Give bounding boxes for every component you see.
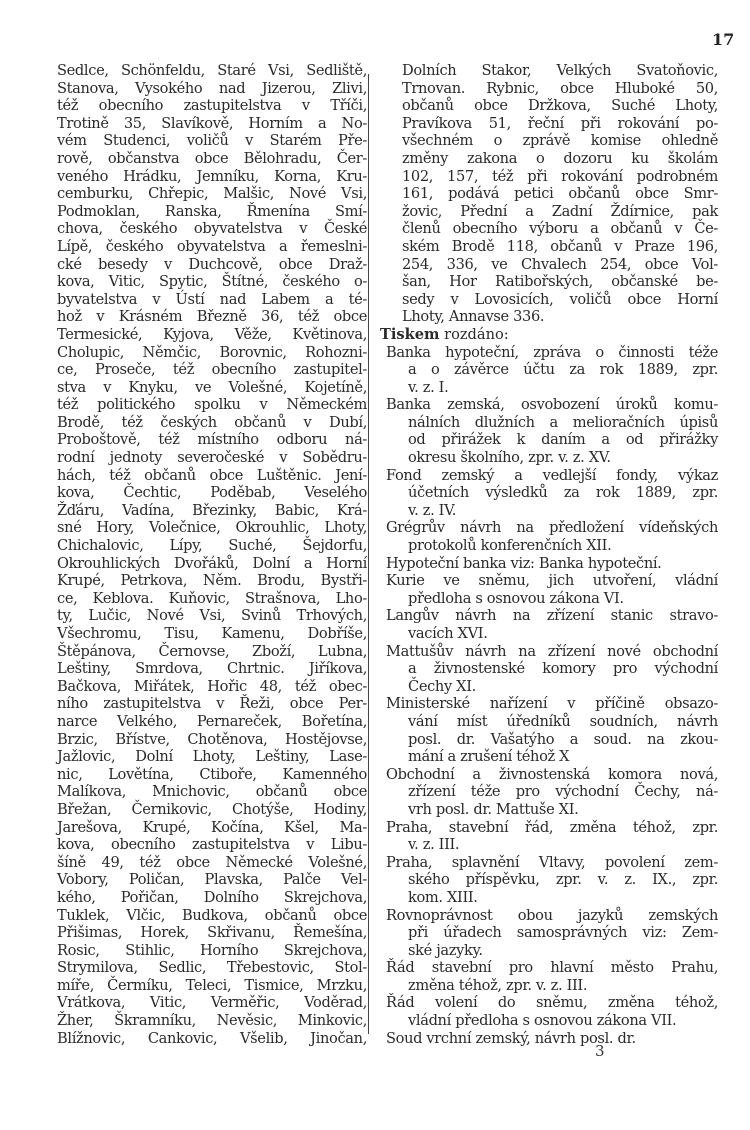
text-line: Řád stavební pro hlavní město Prahu, xyxy=(386,959,718,977)
text-line: mání a zrušení téhož X xyxy=(408,748,570,766)
text-line: ty, Lučic, Nové Vsi, Svinů Trhových, xyxy=(57,607,367,625)
text-line: chova, českého obyvatelstva v České xyxy=(57,220,367,238)
text-line: Podmoklan, Ranska, Řmenína Smí- xyxy=(57,202,367,220)
text-line: Proboštově, též místního odboru ná- xyxy=(57,431,367,449)
text-line: Brodě, též českých občanů v Dubí, xyxy=(57,413,367,431)
text-line: vládní předloha s osnovou zákona VII. xyxy=(408,1012,677,1030)
text-line: v. z. IV. xyxy=(408,501,456,519)
text-line: Ministerské nařízení v příčině obsazo- xyxy=(386,695,718,713)
text-line: účetních výsledků za rok 1889, zpr. xyxy=(408,484,718,502)
text-line: Blížnovic, Cankovic, Všelib, Jinočan, xyxy=(57,1029,367,1047)
text-line: Sedlce, Schönfeldu, Staré Vsi, Sedliště, xyxy=(57,62,367,79)
text-line: Strymilova, Sedlic, Třebestovic, Stol- xyxy=(57,959,367,977)
text-line: též obecního zastupitelstva v Tříči, xyxy=(57,97,367,115)
text-line: Vobory, Poličan, Plavska, Palče Vel- xyxy=(57,871,367,889)
text-line: míře, Čermíku, Teleci, Tismice, Mrzku, xyxy=(57,976,367,994)
text-line: v. z. I. xyxy=(408,378,449,396)
text-line: Malíkova, Mnichovic, občanů obce xyxy=(57,783,367,801)
index-entry xyxy=(380,396,718,466)
text-line: v. z. III. xyxy=(408,836,460,854)
text-line: Trnovan. Rybnic, obce Hluboké 50, xyxy=(402,79,718,97)
section-heading-bold: Tiskem xyxy=(380,325,440,343)
text-line: okresu školního, zpr. v. z. XV. xyxy=(408,449,611,467)
text-line: Fond zemský a vedlejší fondy, výkaz xyxy=(386,466,718,484)
section-heading-rest: rozdáno: xyxy=(439,325,509,343)
text-line: všechném o zprávě komise ohledně xyxy=(402,132,718,150)
text-line: protokolů konferenčních XII. xyxy=(408,537,612,555)
text-line: vém Studenci, voličů v Starém Pře- xyxy=(57,132,367,150)
index-entry xyxy=(380,994,718,1029)
text-line: Rosic, Stihlic, Horního Skrejchova, xyxy=(57,941,367,959)
text-line: Banka hypoteční, zpráva o činnosti téže xyxy=(386,343,718,361)
left-column xyxy=(57,62,367,1047)
text-line: sné Hory, Volečnice, Okrouhlic, Lhoty, xyxy=(57,519,367,537)
index-entry xyxy=(380,1030,718,1048)
text-line: Žher, Škramníku, Nevěsic, Minkovic, xyxy=(57,1012,367,1030)
text-line: Praha, splavnění Vltavy, povolení zem- xyxy=(386,853,718,871)
index-entry xyxy=(380,643,718,696)
section-heading xyxy=(380,326,718,344)
text-line: 102, 157, též při rokování podrobném xyxy=(402,167,718,185)
text-line: změna téhož, zpr. v. z. III. xyxy=(408,976,588,994)
text-line: Vrátkova, Vitic, Verměřic, Voděrad, xyxy=(57,994,367,1012)
text-line: ského příspěvku, zpr. v. z. IX., zpr. xyxy=(408,871,718,889)
text-line: Banka zemská, osvobození úroků komu- xyxy=(386,396,718,414)
text-line: vání míst úředníků soudních, návrh xyxy=(408,712,718,730)
text-line: Mattušův návrh na zřízení nové obchodní xyxy=(386,642,718,660)
text-line: Lhoty, Annavse 336. xyxy=(402,308,545,326)
text-line: zřízení téže pro východní Čechy, ná- xyxy=(408,783,718,801)
index-entry xyxy=(380,555,718,573)
text-line: Stanova, Vysokého nad Jizerou, Zlivi, xyxy=(57,79,367,97)
text-line: nálních dlužních a melioračních úpisů xyxy=(408,413,718,431)
text-line: Všechromu, Tisu, Kamenu, Dobříše, xyxy=(57,625,367,642)
text-line: Dolních Stakor, Velkých Svatoňovic, xyxy=(402,62,718,79)
text-line: Přišimas, Horek, Skřivanu, Řemešína, xyxy=(57,924,367,942)
text-line: též politického spolku v Německém xyxy=(57,396,367,414)
text-line: Obchodní a živnostenská komora nová, xyxy=(386,765,718,783)
text-line: cké besedy v Duchcově, obce Draž- xyxy=(57,255,367,273)
right-column xyxy=(380,62,718,1047)
page-number: 17 xyxy=(712,30,735,49)
index-entry xyxy=(380,907,718,960)
text-line: kého, Pořičan, Dolního Skrejchova, xyxy=(57,888,367,906)
text-line: a živnostenské komory pro východní xyxy=(408,660,718,678)
text-line: stva v Knyku, ve Volešné, Kojetíně, xyxy=(57,378,367,396)
signature-mark: 3 xyxy=(595,1042,605,1060)
text-line: byvatelstva v Ústí nad Labem a té- xyxy=(57,290,367,308)
text-line: předloha s osnovou zákona VI. xyxy=(408,589,624,607)
text-line: ce, Proseče, též obecního zastupitel- xyxy=(57,361,367,379)
text-line: narce Velkého, Pernareček, Bořetína, xyxy=(57,712,367,730)
text-line: kova, obecního zastupitelstva v Libu- xyxy=(57,836,367,854)
text-line: Langův návrh na zřízení stanic stravo- xyxy=(386,607,718,625)
text-line: ském Brodě 118, občanů v Praze 196, xyxy=(402,237,718,255)
text-line: šíně 49, též obce Německé Volešné, xyxy=(57,853,367,871)
text-line: Grégrův návrh na předložení vídeňských xyxy=(386,519,718,537)
continuation-block xyxy=(380,62,718,326)
text-line: Štěpánova, Černovse, Zboží, Lubna, xyxy=(57,642,367,660)
index-entry xyxy=(380,607,718,642)
text-line: veného Hrádku, Jemníku, Korna, Kru- xyxy=(57,167,367,185)
text-line: rodní jednoty severočeské v Sobědru- xyxy=(57,449,367,467)
text-line: od přirážek k daním a od přirážky xyxy=(408,431,718,449)
text-line: členů obecního výboru a občanů v Če- xyxy=(402,220,718,238)
text-line: ního zastupitelstva v Řeži, obce Per- xyxy=(57,695,367,713)
index-entry xyxy=(380,959,718,994)
text-line: rově, občanstva obce Bělohradu, Čer- xyxy=(57,149,367,167)
text-line: Soud vrchní zemský, návrh posl. dr. xyxy=(386,1029,636,1047)
text-line: Krupé, Petrkova, Něm. Brodu, Bystři- xyxy=(57,572,367,590)
text-line: šan, Hor Ratibořských, občanské be- xyxy=(402,273,718,291)
text-line: Praha, stavební řád, změna téhož, zpr. xyxy=(386,818,718,836)
column-divider xyxy=(368,74,369,1034)
text-line: Hypoteční banka viz: Banka hypoteční. xyxy=(386,554,662,572)
index-entry xyxy=(380,572,718,607)
text-line: Rovnoprávnost obou jazyků zemských xyxy=(386,906,718,924)
text-line: sedy v Lovosicích, voličů obce Horní xyxy=(402,290,718,308)
text-line: změny zakona o dozoru ku školám xyxy=(402,149,718,167)
text-line: Okrouhlických Dvořáků, Dolní a Horní xyxy=(57,554,367,572)
text-line: Řád volení do sněmu, změna téhož, xyxy=(386,994,718,1012)
text-line: žovic, Přední a Zadní Ždírnice, pak xyxy=(402,202,718,220)
index-entry xyxy=(380,819,718,854)
text-line: Brzic, Břístve, Chotěnova, Hostějovse, xyxy=(57,730,367,748)
index-entry xyxy=(380,344,718,397)
text-line: ské jazyky. xyxy=(408,941,483,959)
index-entry xyxy=(380,854,718,907)
text-line: ce, Keblova. Kuňovic, Strašnova, Lho- xyxy=(57,589,367,607)
text-line: Leštiny, Smrdova, Chrtnic. Jiříkova, xyxy=(57,660,367,678)
text-line: vrh posl. dr. Mattuše XI. xyxy=(408,800,579,818)
text-line: Trotině 35, Slavíkově, Horním a No- xyxy=(57,114,367,132)
text-line: 254, 336, ve Chvalech 254, obce Vol- xyxy=(402,255,718,273)
text-line: při úřadech samosprávných viz: Zem- xyxy=(408,924,718,942)
text-line: Břežan, Černikovic, Chotýše, Hodiny, xyxy=(57,800,367,818)
text-line: 161, podává petici občanů obce Smr- xyxy=(402,185,718,203)
text-line: Tuklek, Vlčic, Budkova, občanů obce xyxy=(57,906,367,924)
text-line: posl. dr. Vašatýho a soud. na zkou- xyxy=(408,730,718,748)
text-line: vacích XVI. xyxy=(408,625,488,642)
index-entry xyxy=(380,519,718,554)
text-line: hož v Krásném Březně 36, též obce xyxy=(57,308,367,326)
text-line: hách, též občanů obce Luštěnic. Jení- xyxy=(57,466,367,484)
text-line: Chichalovic, Lípy, Suché, Šejdorfu, xyxy=(57,537,367,555)
index-entry xyxy=(380,766,718,819)
text-line: Cholupic, Němčic, Borovnic, Rohozni- xyxy=(57,343,367,361)
text-line: Kurie ve sněmu, jich utvoření, vládní xyxy=(386,572,718,590)
text-line: kom. XIII. xyxy=(408,888,478,906)
text-line: Termesické, Kyjova, Věže, Květinova, xyxy=(57,325,367,343)
text-line: Jažlovic, Dolní Lhoty, Leštiny, Lase- xyxy=(57,748,367,766)
text-line: kova, Čechtic, Poděbab, Veselého xyxy=(57,484,367,502)
index-entries xyxy=(380,344,718,1048)
text-line: kova, Vitic, Spytic, Štítné, českého o- xyxy=(57,273,367,291)
text-line: Lípě, českého obyvatelstva a řemeslni- xyxy=(57,237,367,255)
text-line: Čechy XI. xyxy=(408,677,476,695)
text-line: Žďáru, Vadína, Březinky, Babic, Krá- xyxy=(57,501,367,519)
index-entry xyxy=(380,695,718,765)
text-line: nic, Lovětína, Ctiboře, Kamenného xyxy=(57,765,367,783)
index-entry xyxy=(380,467,718,520)
text-line: a o závěrce účtu za rok 1889, zpr. xyxy=(408,361,718,379)
text-line: občanů obce Držkova, Suché Lhoty, xyxy=(402,97,718,115)
text-line: Jarešova, Krupé, Kočína, Kšel, Ma- xyxy=(57,818,367,836)
text-line: Pravíkova 51, řeční při rokování po- xyxy=(402,114,718,132)
text-line: cemburku, Chřepic, Malšic, Nové Vsi, xyxy=(57,185,367,203)
text-line: Bačkova, Miřátek, Hořic 48, též obec- xyxy=(57,677,367,695)
